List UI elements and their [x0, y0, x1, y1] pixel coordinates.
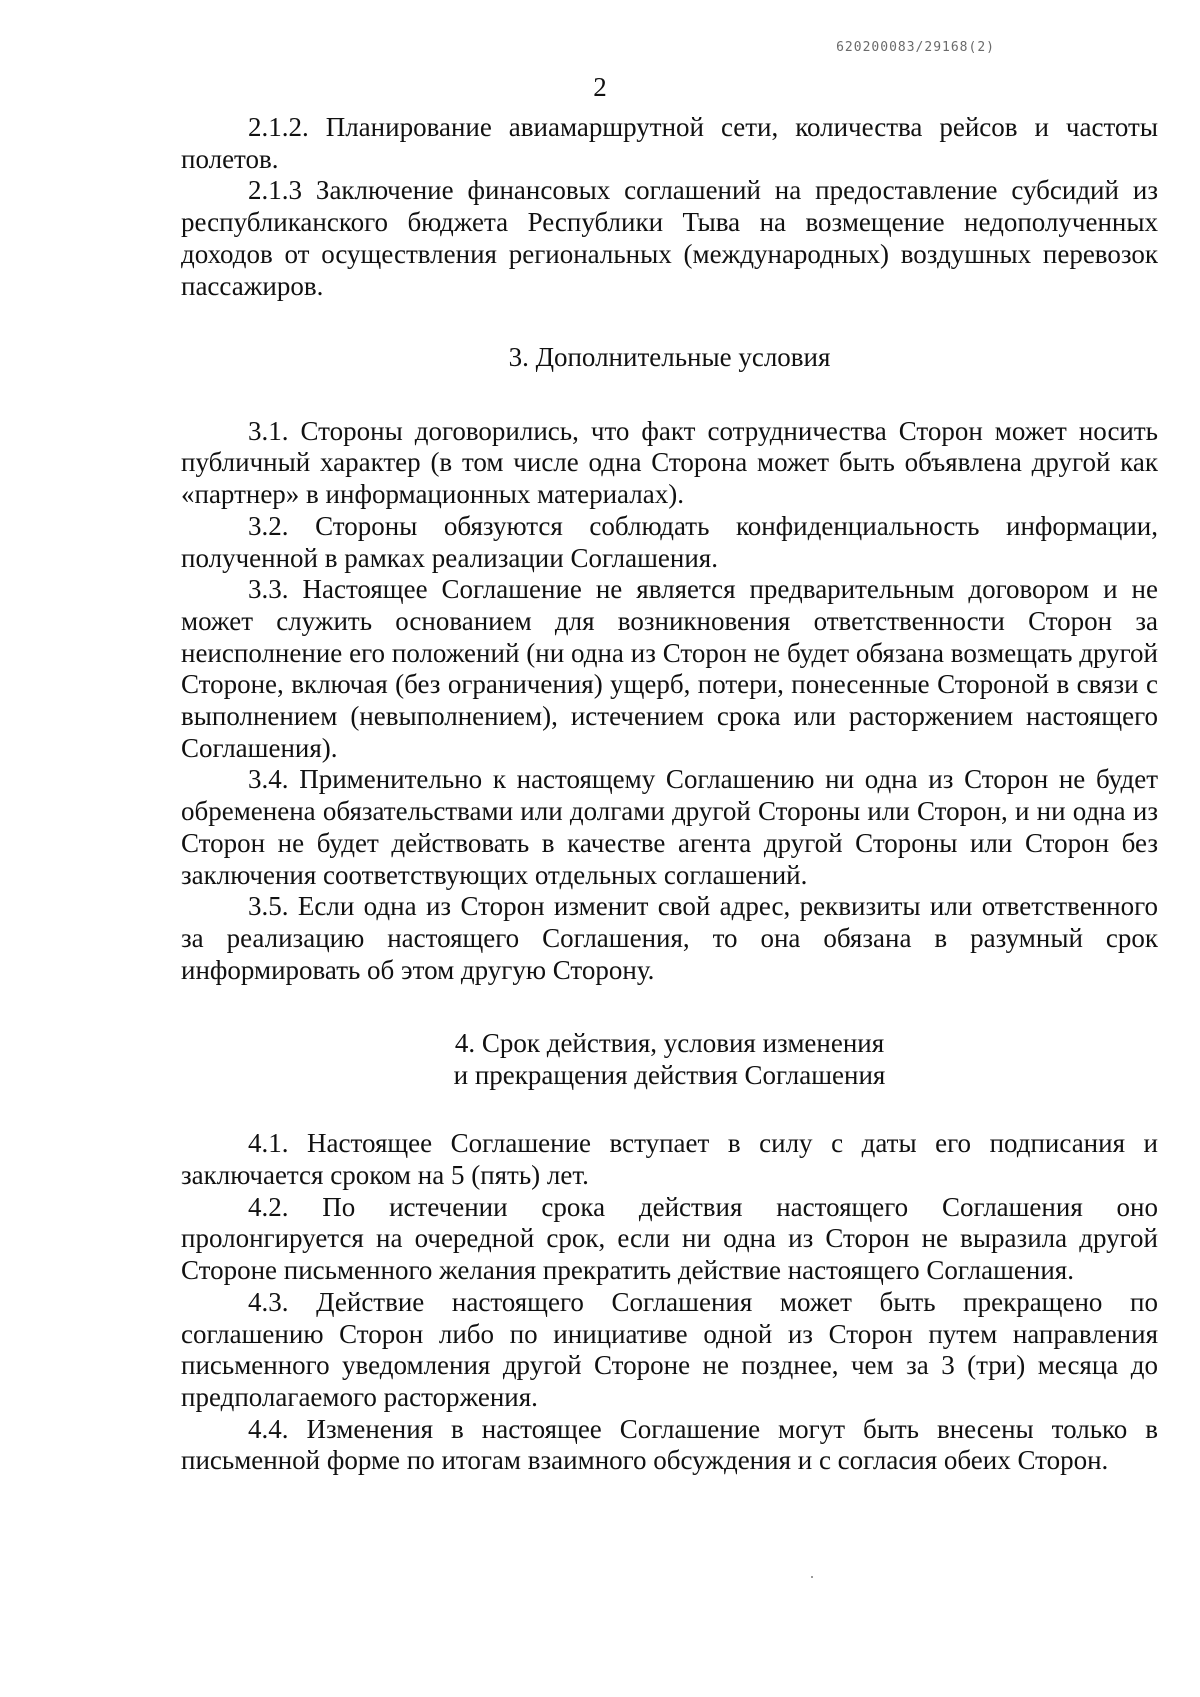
paragraph-2-1-3: 2.1.3 Заключение финансовых соглашений на предоставление субсидий из республиканского бюджета Республики Тыва на возмещение недополученных доходов от осуществления региональных (международных) воздушных перевозок пассажиров.	[181, 175, 1158, 301]
section-3-heading-text: 3. Дополнительные условия	[508, 342, 831, 373]
document-id: 620200083/29168(2)	[836, 40, 995, 55]
paragraph-4-3: 4.3. Действие настоящего Соглашения может быть прекращено по соглашению Сторон либо по инициативе одной из Сторон путем направления письменного уведомления другой Стороне не позднее, чем за 3 (три) месяца до предполагаемого расторжения.	[181, 1286, 1158, 1412]
section-3-heading	[181, 342, 1158, 374]
document-body	[181, 112, 1158, 1477]
paragraph-4-4: 4.4. Изменения в настоящее Соглашение могут быть внесены только в письменной форме по итогам взаимного обсуждения и с согласия обеих Сторон.	[181, 1413, 1158, 1476]
page-number: 2	[593, 72, 607, 102]
section-4-heading-line-1: 4. Срок действия, условия изменения	[454, 1028, 885, 1059]
section-4-heading-line-2: и прекращения действия Соглашения	[453, 1059, 886, 1090]
paragraph-3-2: 3.2. Стороны обязуются соблюдать конфиденциальность информации, полученной в рамках реализации Соглашения.	[181, 510, 1158, 573]
paragraph-3-5: 3.5. Если одна из Сторон изменит свой адрес, реквизиты или ответственного за реализацию настоящего Соглашения, то она обязана в разумный срок информировать об этом другую Сторону.	[181, 891, 1158, 985]
paragraph-2-1-2: 2.1.2. Планирование авиамаршрутной сети, количества рейсов и частоты полетов.	[181, 112, 1158, 174]
paragraph-4-1: 4.1. Настоящее Соглашение вступает в силу с даты его подписания и заключается сроком на 5 (пять) лет.	[181, 1128, 1158, 1191]
paragraph-4-2: 4.2. По истечении срока действия настоящего Соглашения оно пролонгируется на очередной срок, если ни одна из Сторон не выразила другой Стороне письменного желания прекратить действие настоящего Соглашения.	[181, 1191, 1158, 1286]
scan-speck	[811, 1576, 813, 1578]
paragraph-3-3: 3.3. Настоящее Соглашение не является предварительным договором и не может служить основанием для возникновения ответственности Сторон за неисполнение его положений (ни одна из Сторон не будет обязана возмещать другой Стороне, включая (без ограничения) ущерб, потери, понесенные Стороной в связи с выполнением (невыполнением), истечением срока или расторжением настоящего Соглашения).	[181, 574, 1158, 763]
paragraph-3-4: 3.4. Применительно к настоящему Соглашению ни одна из Сторон не будет обременена обязательствами или долгами другой Стороны или Сторон, и ни одна из Сторон не будет действовать в качестве агента другой Стороны или Сторон без заключения соответствующих отдельных соглашений.	[181, 764, 1158, 890]
paragraph-3-1: 3.1. Стороны договорились, что факт сотрудничества Сторон может носить публичный характер (в том числе одна Сторона может быть объявлена другой как «партнер» в информационных материалах).	[181, 415, 1158, 510]
section-4-heading	[181, 1028, 1158, 1091]
